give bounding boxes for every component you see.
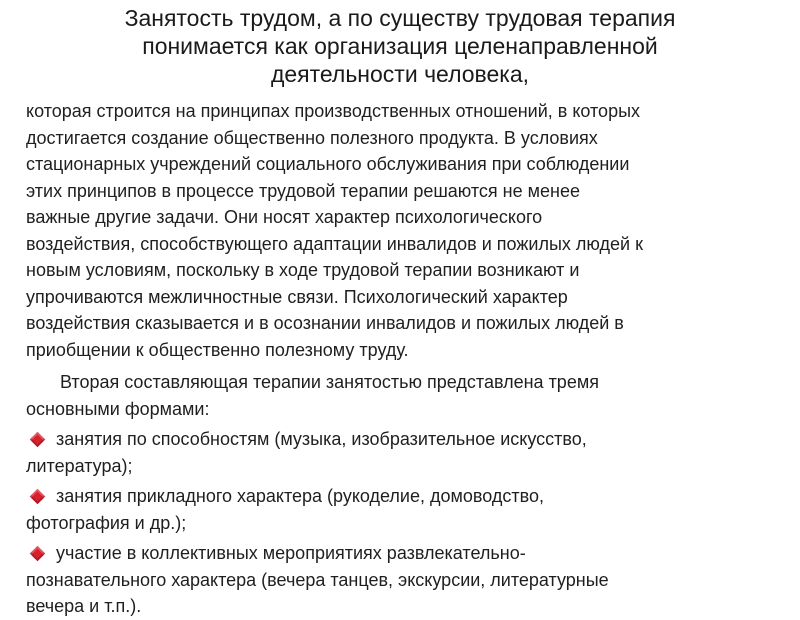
slide-body	[26, 98, 786, 620]
bullet-line: литература);	[26, 455, 133, 476]
paragraph-line: воздействия, способствующего адаптации инвалидов и пожилых людей к	[26, 233, 643, 254]
bullet-line: познавательного характера (вечера танцев, экскурсии, литературные	[26, 569, 609, 590]
paragraph-line: воздействия сказывается и в осознании инвалидов и пожилых людей в	[26, 313, 624, 333]
paragraph-2	[26, 369, 786, 422]
bullet-line: вечера и т.п.).	[26, 596, 142, 616]
paragraph-line: достигается создание общественно полезного продукта. В условиях	[26, 127, 598, 148]
paragraph-line: приобщении к общественно полезному труду.	[26, 339, 409, 360]
bullet-line: занятия по способностям (музыка, изобразительное искусство,	[56, 429, 587, 449]
bullet-line: занятия прикладного характера (рукоделие, домоводство,	[56, 486, 544, 506]
bullet-item	[26, 426, 786, 479]
red-diamond-bullet-icon	[30, 546, 46, 562]
bullet-line: фотография и др.);	[26, 512, 187, 533]
paragraph-line: которая строится на принципах производственных отношений, в которых	[26, 101, 641, 121]
paragraph-line: важные другие задачи. Они носят характер психологического	[26, 207, 543, 227]
title-line: Занятость трудом, а по существу трудовая терапия	[124, 5, 676, 31]
bullet-first-line	[26, 483, 786, 510]
slide-title	[40, 4, 760, 88]
paragraph-line: основными формами:	[26, 398, 210, 419]
red-diamond-bullet-icon	[30, 432, 46, 448]
paragraph-line: новым условиям, поскольку в ходе трудовой терапии возникают и	[26, 260, 580, 280]
paragraph-line: этих принципов в процессе трудовой терапии решаются не менее	[26, 180, 580, 201]
bullet-first-line	[26, 540, 786, 567]
bullet-line: участие в коллективных мероприятиях развлекательно-	[56, 543, 526, 563]
paragraph-line: Вторая составляющая терапии занятостью представлена тремя	[60, 372, 599, 392]
paragraph-line: упрочиваются межличностные связи. Психологический характер	[26, 286, 568, 307]
bullet-list	[26, 426, 786, 620]
paragraph-line: стационарных учреждений социального обслуживания при соблюдении	[26, 154, 630, 174]
bullet-item	[26, 483, 786, 536]
paragraph-1	[26, 98, 786, 363]
red-diamond-bullet-icon	[30, 489, 46, 505]
bullet-item	[26, 540, 786, 620]
title-line: понимается как организация целенаправленной	[142, 33, 658, 59]
title-line: деятельности человека,	[270, 61, 530, 87]
bullet-first-line	[26, 426, 786, 453]
